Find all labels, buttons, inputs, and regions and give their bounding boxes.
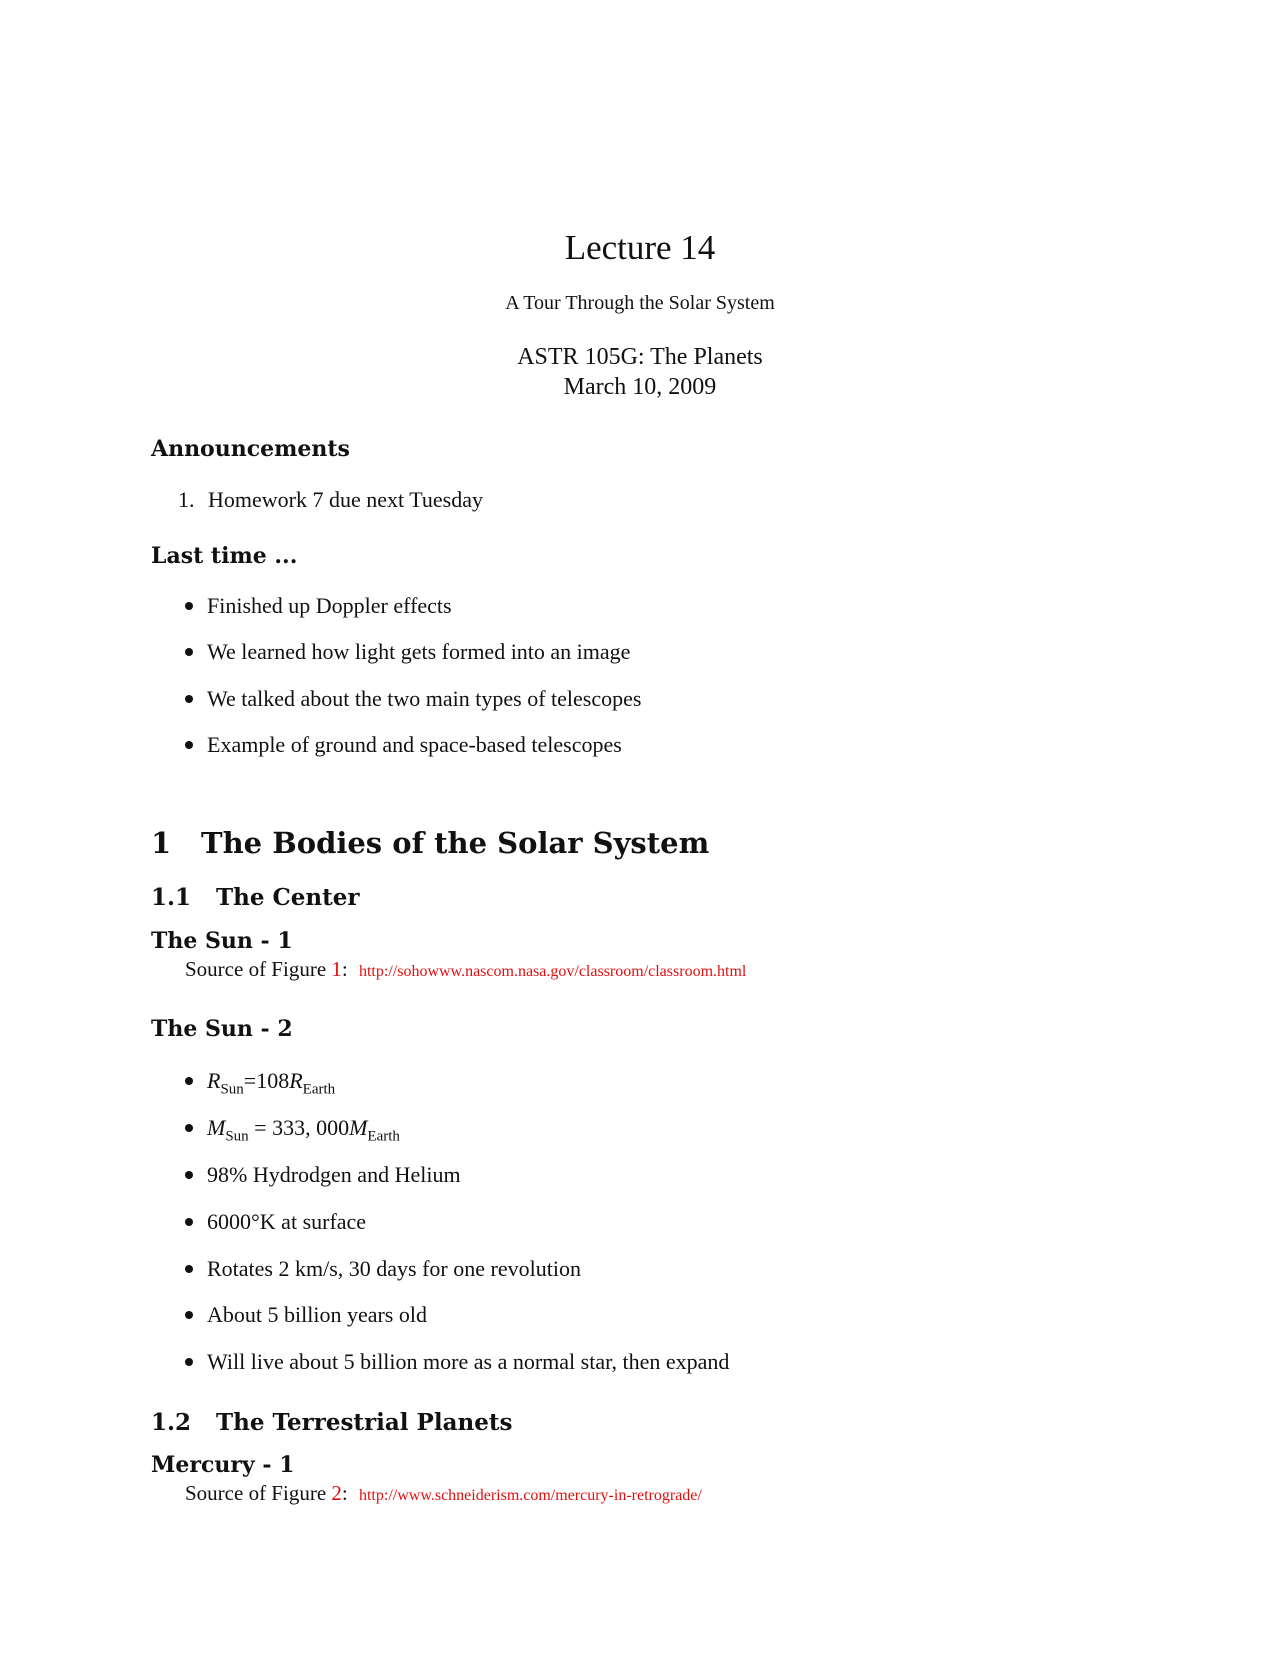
mercury-1-heading: Mercury - 1 xyxy=(151,1452,295,1478)
figure-source xyxy=(185,957,746,982)
subsection-heading xyxy=(151,1409,512,1436)
bullet-icon xyxy=(185,648,193,656)
list-item-text: About 5 billion years old xyxy=(207,1302,427,1327)
list-item-text: Example of ground and space-based telescopes xyxy=(207,732,622,757)
sun-mass-formula: $M_{Sun} = 333$, $000M_{Earth}$ xyxy=(207,1115,400,1145)
bullet-icon xyxy=(185,1311,193,1319)
bullet-icon xyxy=(185,695,193,703)
course-name: ASTR 105G: The Planets xyxy=(517,344,763,370)
bullet-icon xyxy=(185,1171,193,1179)
list-item xyxy=(185,1209,366,1235)
sun-1-heading: The Sun - 1 xyxy=(151,928,293,954)
list-item xyxy=(185,1162,461,1188)
announcements-heading: Announcements xyxy=(151,436,350,462)
list-item xyxy=(185,1115,400,1145)
bullet-icon xyxy=(185,741,193,749)
subsection-title: The Center xyxy=(216,884,360,911)
sun-2-heading: The Sun - 2 xyxy=(151,1016,293,1042)
list-item xyxy=(185,686,641,712)
bullet-icon xyxy=(185,1077,193,1085)
source-url-link[interactable]: http://www.schneiderism.com/mercury-in-retrograde/ xyxy=(358,1487,702,1504)
lecture-subtitle: A Tour Through the Solar System xyxy=(505,292,775,314)
source-colon: : xyxy=(341,1481,348,1505)
list-item-text: Finished up Doppler effects xyxy=(207,593,452,618)
section-heading xyxy=(151,826,709,860)
list-item xyxy=(185,1349,729,1375)
lecture-title: Lecture 14 xyxy=(564,228,716,267)
list-item-text: Homework 7 due next Tuesday xyxy=(208,487,483,512)
section-number: 1 xyxy=(151,826,172,860)
source-label: Source of Figure xyxy=(185,1481,327,1505)
source-label: Source of Figure xyxy=(185,957,327,981)
sun-radius-formula: $R_{Sun}=108R_{Earth}$ xyxy=(207,1068,336,1098)
list-item xyxy=(185,732,622,758)
list-item-text: Rotates 2 km/s, 30 days for one revolution xyxy=(207,1256,581,1281)
subsection-heading xyxy=(151,884,360,911)
list-item-text: Will live about 5 billion more as a normal star, then expand xyxy=(207,1349,730,1374)
list-item xyxy=(185,1068,335,1098)
bullet-icon xyxy=(185,1124,193,1132)
list-number: 1. xyxy=(178,487,195,512)
subsection-number: 1.2 xyxy=(151,1409,192,1436)
subsection-title: The Terrestrial Planets xyxy=(216,1409,513,1436)
figure-source xyxy=(185,1481,702,1506)
list-item xyxy=(185,1302,427,1328)
list-item xyxy=(185,593,452,619)
bullet-icon xyxy=(185,1358,193,1366)
list-item xyxy=(185,1256,581,1282)
list-item xyxy=(178,487,483,513)
list-item xyxy=(185,639,630,665)
bullet-icon xyxy=(185,1265,193,1273)
list-item-text: 6000°K at surface xyxy=(207,1209,367,1234)
bullet-icon xyxy=(185,602,193,610)
source-colon: : xyxy=(341,957,348,981)
bullet-icon xyxy=(185,1218,193,1226)
source-url-link[interactable]: http://sohowww.nascom.nasa.gov/classroom/classroom.html xyxy=(358,963,747,980)
list-item-text: We learned how light gets formed into an image xyxy=(207,639,631,664)
last-time-heading: Last time ... xyxy=(151,543,298,569)
subsection-number: 1.1 xyxy=(151,884,192,911)
figure-reference-link[interactable]: 1 xyxy=(331,957,342,981)
list-item-text: 98% Hydrodgen and Helium xyxy=(207,1162,461,1187)
section-title: The Bodies of the Solar System xyxy=(201,826,710,860)
course-info xyxy=(0,342,1280,402)
figure-reference-link[interactable]: 2 xyxy=(331,1481,342,1505)
lecture-date: March 10, 2009 xyxy=(563,374,717,400)
list-item-text: We talked about the two main types of telescopes xyxy=(207,686,642,711)
